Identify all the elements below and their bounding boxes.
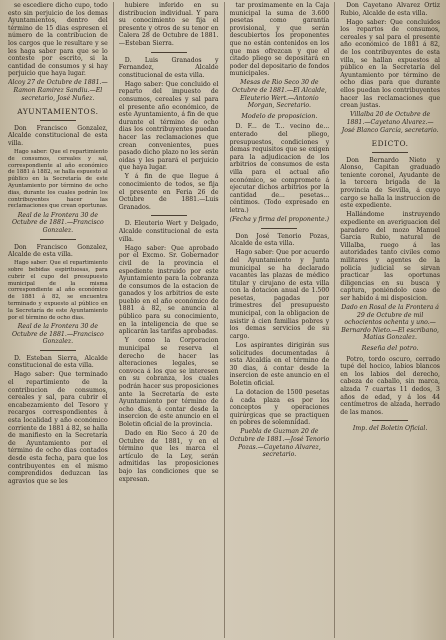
- printer-imprint: Imp. del Boletin Oficial.: [352, 425, 428, 433]
- separator-rule: [151, 215, 187, 216]
- notice-body: Y como la Corporacion municipal se reserva el derecho de hacer las alteraciones legales, se convoca á los que se interesen en su cobranza, los cuales podrán hacer sus proposiciones ante la Secretaría de este Ayuntamiento por término de ocho dias, á contar desde la insercion de este anuncio en el Boletin oficial de la provincia.: [118, 337, 219, 428]
- notice-body: Hago saber: Que el repartimiento de consumos, cereales y sal, correspondiente al año económico de 1881 á 1882, se halla espuesto al público en la Secretaría de este Ayuntamiento por término de ocho dias, durante los cuales podrán los contribuyentes hacer las reclamaciones que crean oportunas.: [8, 149, 108, 210]
- section-heading: EDICTO.: [371, 139, 409, 149]
- notice-title: D. Eleuterio Wert y Delgado, Alcalde constitucional de esta villa.: [118, 220, 219, 243]
- notice-title: Don Bernardo Nieto y Alonso, Capitan graduado teniente coronel, Ayudante de la tercera brigada de la provincia de Sevilla, á cuyo cargo se halla la instruccion de este expediente.: [340, 156, 440, 210]
- paragraph: tar proximamente en la Caja municipal la suma de 3.600 pesetas como garantía provisional, y que serán descubiertos los proponentes que no están contenidos en los que mas ofrezcan y que el citado pliego se depositará en poder del depositario de fondos municipales.: [229, 2, 330, 78]
- signature: Real de la Frontera 30 de Octubre de 1881.—Francisco Gonzalez.: [11, 322, 104, 346]
- separator-rule: [40, 120, 76, 121]
- signature: Alcoy 27 de Octubre de 1881.—Ramon Ramirez Sandiu.—El secretario, José Nuñez.: [8, 79, 108, 102]
- notice-title: D. Esteban Sierra, Alcalde constitucional de esta villa.: [8, 354, 108, 370]
- notice-title: Don Francisco Gonzalez, Alcalde constitucional de esta villa.: [8, 124, 108, 147]
- column-3: [230, 2, 330, 638]
- separator-rule: [151, 52, 187, 53]
- column-divider: [334, 2, 335, 638]
- paragraph: se escediere dicho cupo, todo esto sin perjuicio de los demas Ayuntamientos, dentro del término de 15 dias espresen el número de la contribucion de los cargos que le resultare y se les haga saber para que se lo conteste por escrito, si la cantidad de consumos y si hay perjuicio que haya lugar.: [8, 2, 108, 78]
- paragraph: hubiere inferido en su distribucion individual. Y para su conocimiento se fija el presente y otros de su tenor en Calera 28 de Octubre de 1881.—Esteban Sierra.: [118, 2, 219, 47]
- notice-body: Hago saber: Que concluido el reparto del impuesto de consumos, cereales y sal para el presente año económico, de este Ayuntamiento, á fin de que durante el término de ocho dias los contribuyentes puedan hacer las reclamaciones que crean convenientes, pues pasado dicho plazo no les serán oidas y les parará el perjuicio que haya lugar.: [118, 80, 219, 172]
- notice-body: Hago saber: Que aprobado por el Excmo. Sr. Gobernador civil de la provincia el espediente instruido por este Ayuntamiento para la cobranza de consumos de la estacion de ganados y los arbitrios de este pueblo en el año económico de 1881 á 82, se anuncia al público para su conocimiento, en la inteligencia de que se aplicarán las tarifas aprobadas.: [118, 244, 219, 336]
- separator-rule: [372, 152, 408, 153]
- separator-rule: [261, 228, 297, 229]
- section-heading: AYUNTAMIENTOS.: [17, 107, 99, 117]
- signature: Puebla de Guzman 20 de Octubre de 1881.—José Tenorio Pozas.—Cayetano Alvarez, secretario.: [229, 428, 330, 459]
- notice-body: Y á fin de que llegue á conocimiento de todos, se fija el presente en Feria 26 de Octubre de 1881.—Luis Granados.: [118, 173, 219, 211]
- notice-title: Don José Tenorio Pozas, Alcalde de esta villa.: [229, 232, 330, 248]
- notice-title: Don Francisco Gonzalez, Alcalde de esta villa.: [8, 243, 108, 259]
- signature: Dado en Rosal de la Frontera á 29 de Octubre de mil ochocientos ochenta y uno.—Bernardo Nieto.—El escribano, Matias Gonzalez.: [341, 303, 440, 342]
- model-signature: (Fecha y firma del proponente.): [229, 216, 329, 224]
- separator-rule: [40, 239, 76, 240]
- signature: Real de la Frontera 30 de Octubre de 1881.—Francisco Gonzalez.: [11, 211, 104, 234]
- notice-title: Don Cayetano Alvarez Ortiz Rubio, Alcalde de esta villa.: [340, 2, 440, 17]
- notice-body: Hago saber: Que por acuerdo del Ayuntamiento y Junta municipal se ha declarado vacantes las plazas de médico titular y cirujano de esta villa con la dotacion anual de 1.500 pesetas, pagadas por trimestres del presupuesto municipal, con la obligacion de asistir á cien familias pobres y los demas servicios de su cargo.: [229, 249, 330, 340]
- subheading: Reseña del potro.: [361, 343, 419, 352]
- notice-body: Hallándome instruyendo expediente en averiguacion del paradero del mozo Manuel Garcia Rubio, natural de Villalba, ruego á las autoridades tanto civiles como militares y agentes de la policía judicial se sirvan practicar las oportunas diligencias en su busca y captura, poniéndolo caso de ser habido á mi disposicion.: [340, 211, 440, 302]
- separator-rule: [40, 350, 76, 351]
- model-text: D. F... de T... vecino de... enterado del pliego, presupuestos, condiciones y demas requisitos que se exigen para la adjudicacion de los arbitrios de consumos de esta villa para el actual año económico, se compromete á ejecutar dichos arbitrios por la cantidad de... pesetas... céntimos. (Todo expresado en letra.): [229, 123, 330, 214]
- column-4: [340, 2, 440, 638]
- column-divider: [113, 2, 114, 638]
- subheading: Modelo de proposicion.: [241, 111, 318, 120]
- notice-body: La dotacion de 1500 pesetas á cada plaza es por los conceptos y operaciones quirúrgicas que se practiquen en pobres de solemnidad.: [229, 389, 330, 427]
- notice-body: Dado en Rio Seco á 20 de Octubre de 1881, y en el término que les marca el artículo de la Ley, serán admitidas las proposiciones bajo las condiciones que se expresan.: [118, 429, 219, 483]
- description-text: Potro, tordo oscuro, cerrado tupé del hocico, labios blancos en los labios del derecho, cabeza de caballo, sin marca, alzada 7 cuartas 11 dedos, 3 años de edad, y á los 44 centímetros de alzada, herrado de las manos.: [340, 355, 440, 416]
- column-2: [119, 2, 219, 638]
- notice-body: Hago saber: Que el repartimiento sobre bebidas espirituosas, para cubrir el cupo del presupuesto municipal de la misma correspondiente al año económico de 1881 á 82, se encuentra terminado y expuesto al público en la Secretaría de este Ayuntamiento por el término de ocho dias.: [8, 260, 108, 321]
- column-divider: [224, 2, 225, 638]
- separator-rule: [372, 420, 408, 421]
- column-1: [8, 2, 108, 638]
- notice-body: Los aspirantes dirigirán sus solicitudes documentadas á esta Alcaldía en el término de 30 dias, á contar desde la insercion de este anuncio en el Boletin oficial.: [229, 341, 330, 387]
- notice-title: D. Luis Granados y Fernandez, Alcalde constitucional de esta villa.: [118, 56, 219, 79]
- signature: Villalba 20 de Octubre de 1881.—Cayetano Alvarez.—José Blanco García, secretario.: [341, 111, 439, 134]
- text-columns: [8, 2, 440, 638]
- signature: Mesas de Rio Seco 30 de Octubre de 1881.—El Alcalde, Eleuterio Wert.—Antonio Morgan, Secretario.: [232, 79, 327, 110]
- notice-body: Hago saber: Que concluidos los repartos de consumos, cereales y sal para el presente año económico de 1881 á 82, de los contribuyentes de esta villa, se hallan expuestos al público en la Secretaría del Ayuntamiento por término de ocho dias para que durante ellos puedan los contribuyentes hacer las reclamaciones que crean justas.: [340, 18, 440, 110]
- notice-body: Hago saber: Que terminado el repartimiento de la contribucion de consumos, cereales y sal, para cubrir el encabezamiento del Tesoro y recargos correspondientes á esta localidad y año económico corriente de 1881 á 82, se halla de manifiesto en la Secretaría de Ayuntamiento por el término de ocho dias contados desde esta fecha, para que los contribuyentes en el mismo comprendidos deduzcan las agravios que se les: [8, 371, 108, 485]
